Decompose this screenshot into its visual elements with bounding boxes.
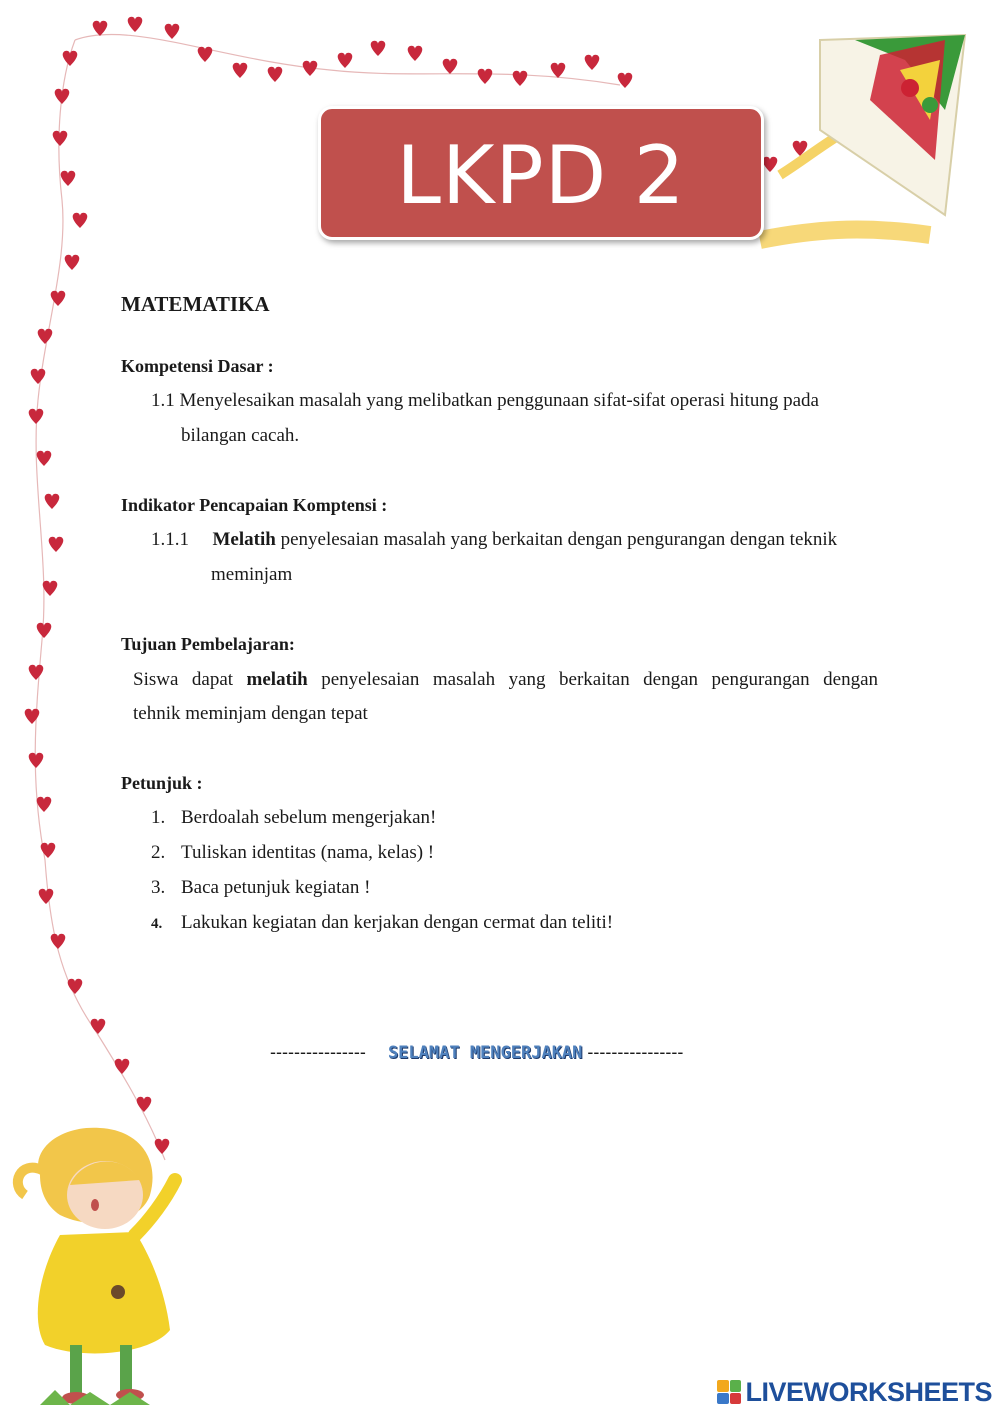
closing-greeting: SELAMAT MENGERJAKAN <box>387 1043 583 1063</box>
list-item <box>151 906 613 941</box>
indikator-bold-word: Melatih <box>212 529 276 550</box>
kd-line2: bilangan cacah. <box>181 425 300 446</box>
kd-number: 1.1 <box>151 390 175 411</box>
brand-grid-icon <box>717 1380 741 1404</box>
indikator-line2: meminjam <box>211 564 293 585</box>
list-number: 4. <box>151 916 163 932</box>
tujuan-rest: penyelesaian masalah yang berkaitan dengan pengurangan dengan <box>321 669 879 690</box>
indikator-number: 1.1.1 <box>151 529 189 550</box>
kd-line1: Menyelesaikan masalah yang melibatkan penggunaan sifat-sifat operasi hitung pada <box>179 390 819 411</box>
kd-item <box>151 384 891 418</box>
kd-heading: Kompetensi Dasar : <box>121 356 274 376</box>
tujuan-line1 <box>133 663 878 697</box>
indikator-heading: Indikator Pencapaian Komptensi : <box>121 495 388 515</box>
tujuan-heading: Tujuan Pembelajaran: <box>121 634 295 654</box>
tujuan-start: Siswa dapat <box>133 669 234 690</box>
list-text: Tuliskan identitas (nama, kelas) ! <box>181 842 435 863</box>
petunjuk-list <box>151 801 613 941</box>
liveworksheets-logo[interactable] <box>717 1375 992 1409</box>
girl-illustration <box>18 1128 175 1405</box>
page-title: LKPD 2 <box>396 128 686 222</box>
subject-heading: MATEMATIKA <box>121 292 270 316</box>
list-item <box>151 871 613 906</box>
list-number: 2. <box>151 842 166 863</box>
list-number: 1. <box>151 807 166 828</box>
brand-name: LIVEWORKSHEETS <box>745 1376 992 1407</box>
title-badge <box>318 106 764 240</box>
right-dashes: ---------------- <box>587 1042 684 1062</box>
list-number: 3. <box>151 877 166 898</box>
list-text: Lakukan kegiatan dan kerjakan dengan cermat dan teliti! <box>181 912 614 933</box>
tujuan-bold-word: melatih <box>246 669 308 690</box>
closing-line <box>270 1042 683 1063</box>
left-dashes: ---------------- <box>270 1042 366 1062</box>
indikator-item <box>151 523 891 557</box>
indikator-line1: penyelesaian masalah yang berkaitan dengan pengurangan dengan teknik <box>280 529 838 550</box>
list-item <box>151 801 613 836</box>
petunjuk-heading: Petunjuk : <box>121 773 203 793</box>
worksheet-content <box>121 292 881 933</box>
list-text: Berdoalah sebelum mengerjakan! <box>181 807 437 828</box>
list-text: Baca petunjuk kegiatan ! <box>181 877 371 898</box>
list-item <box>151 836 613 871</box>
tujuan-line2: tehnik meminjam dengan tepat <box>133 703 368 724</box>
kite-icon <box>760 35 965 240</box>
